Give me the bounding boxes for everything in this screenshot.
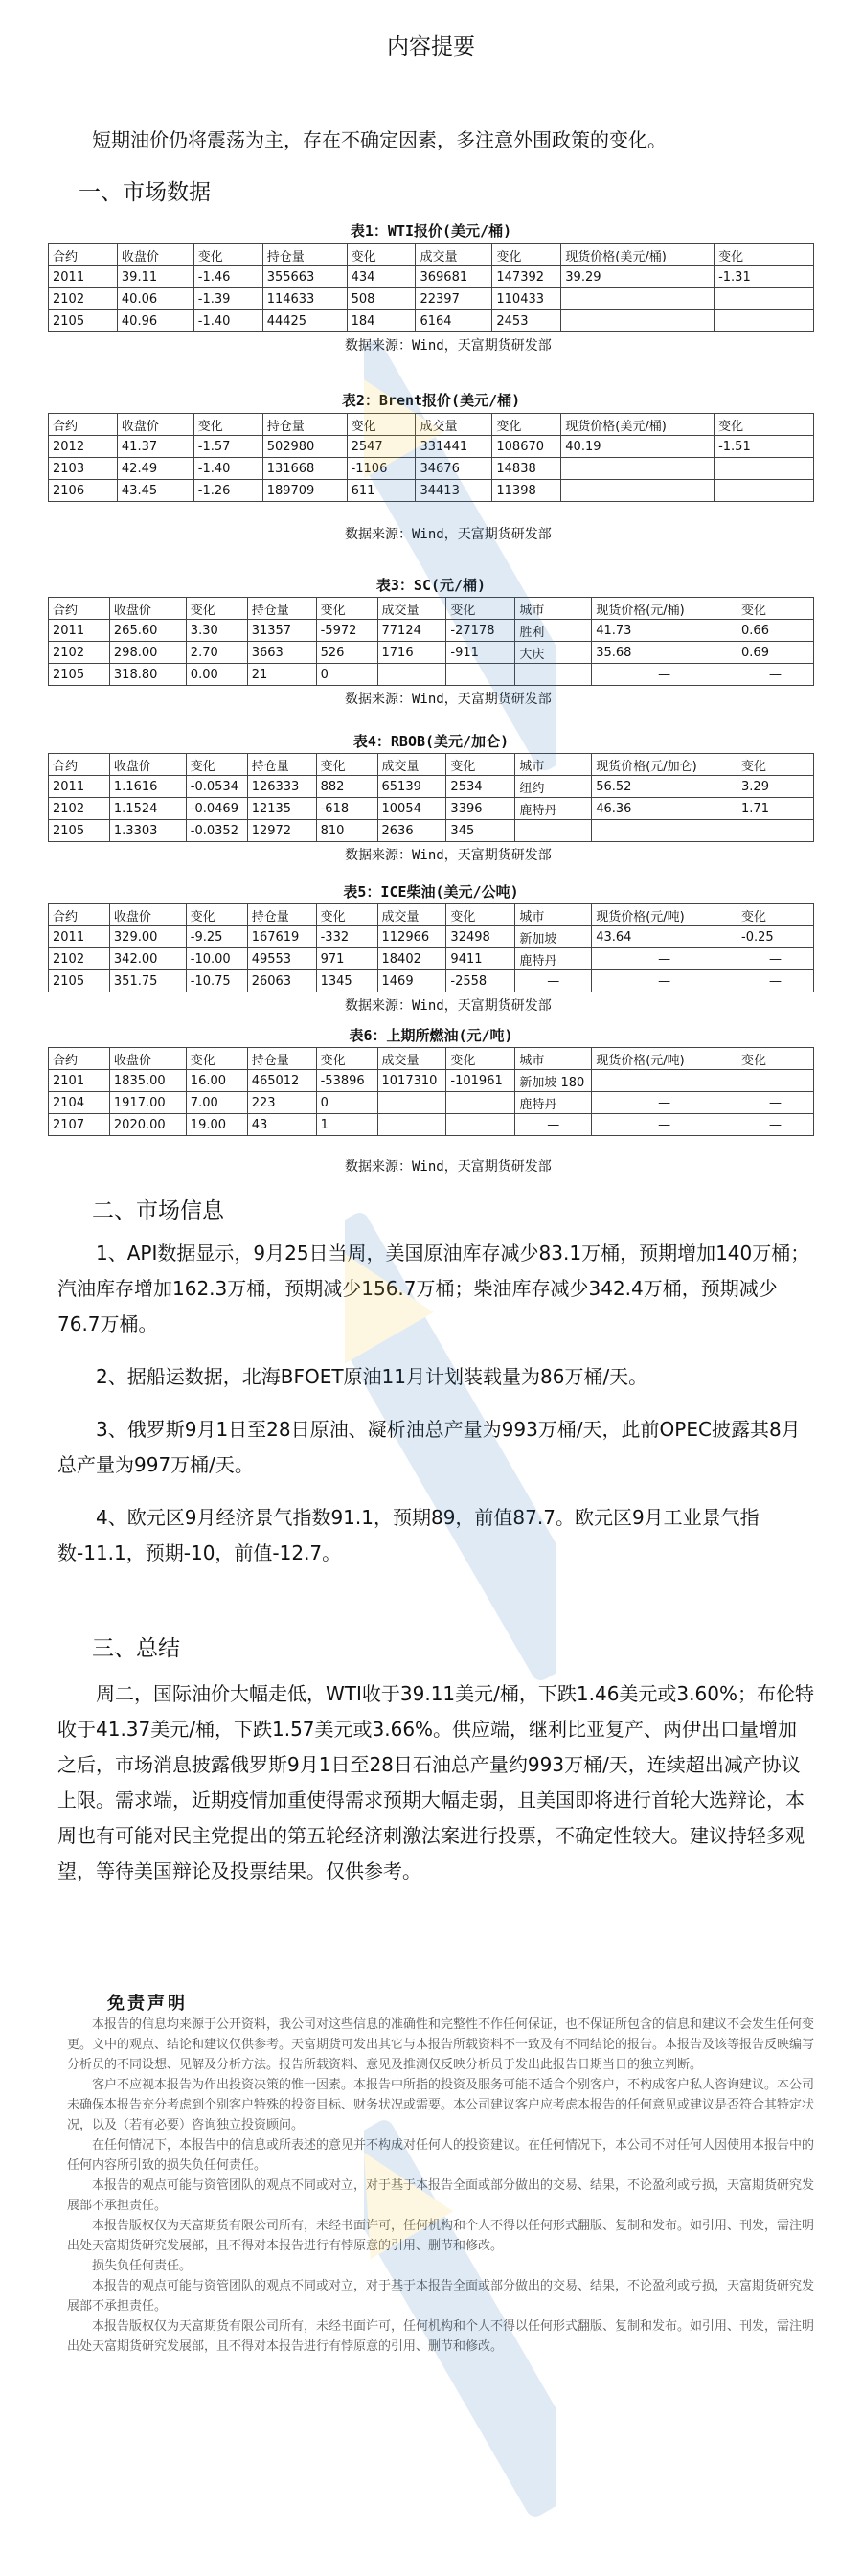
table-header-cell: 合约 — [49, 1048, 110, 1070]
table-cell: 465012 — [247, 1070, 316, 1092]
table-cell: 2104 — [49, 1092, 110, 1114]
table-cell: -5972 — [316, 620, 377, 642]
table-header-cell: 变化 — [737, 754, 814, 776]
table-header-cell: 城市 — [515, 1048, 592, 1070]
table-cell: 11398 — [492, 480, 561, 502]
table-caption: 表6：上期所燃油(元/吨) — [349, 1027, 513, 1044]
table-header-cell: 城市 — [515, 904, 592, 926]
table-cell: 329.00 — [109, 926, 186, 948]
data-table — [48, 903, 814, 992]
table-cell: 114633 — [262, 288, 347, 310]
table-cell: 2011 — [49, 620, 110, 642]
table-header-cell: 成交量 — [377, 904, 446, 926]
table-cell: 3.30 — [186, 620, 247, 642]
table-cell: 46.36 — [592, 798, 737, 820]
disclaimer-paragraph: 损失负任何责任。 — [92, 2259, 193, 2273]
table-cell: 184 — [347, 310, 416, 332]
table-header-cell: 变化 — [715, 414, 814, 436]
table-cell: 342.00 — [109, 948, 186, 970]
table-header-cell: 成交量 — [377, 1048, 446, 1070]
table-cell: 0.69 — [737, 642, 814, 664]
table-cell: -2558 — [446, 970, 515, 992]
table-cell — [715, 288, 814, 310]
disclaimer-paragraph: 本报告版权仅为天富期货有限公司所有，未经书面许可，任何机构和个人不得以任何形式翻版、复制和发布。如引用、刊发，需注明出处天富期货研究发展部，且不得对本报告进行有悖原意的引用、删节和修改。 — [67, 2319, 815, 2354]
table-cell: 1469 — [377, 970, 446, 992]
table-header-cell: 收盘价 — [117, 414, 193, 436]
table-cell: 110433 — [492, 288, 561, 310]
table-cell: 526 — [316, 642, 377, 664]
table-cell: — — [737, 1092, 814, 1114]
table-cell: -53896 — [316, 1070, 377, 1092]
disclaimer-paragraph: 本报告的信息均来源于公开资料，我公司对这些信息的准确性和完整性不作任何保证，也不保证所包含的信息和建议不会发生任何变更。文中的观点、结论和建议仅供参考。天富期货可发出其它与本报告所载资料不一致及有不同结论的报告。本报告及该等报告反映编写分析员的不同设想、见解及分析方法。报告所载资料、意见及推测仅反映分析员于发出此报告日期当日的独立判断。 — [67, 2017, 815, 2072]
table-header-cell: 持仓量 — [247, 754, 316, 776]
table-cell: 鹿特丹 — [515, 948, 592, 970]
table-cell: 44425 — [262, 310, 347, 332]
table-cell: 40.96 — [117, 310, 193, 332]
table-header-cell: 合约 — [49, 414, 118, 436]
table-cell: 126333 — [247, 776, 316, 798]
table-cell — [377, 1114, 446, 1136]
table-header-row — [49, 1048, 814, 1070]
market-info-item: 4、欧元区9月经济景气指数91.1，预期89，前值87.7。欧元区9月工业景气指数-11.1，预期-10，前值-12.7。 — [57, 1506, 760, 1564]
table-header-cell: 变化 — [193, 414, 262, 436]
table-cell: 0.00 — [186, 664, 247, 686]
table-cell — [715, 480, 814, 502]
table-cell: 19.00 — [186, 1114, 247, 1136]
table-cell: 108670 — [492, 436, 561, 458]
table-cell: -1.26 — [193, 480, 262, 502]
table-cell: 3.29 — [737, 776, 814, 798]
table-header-cell: 变化 — [316, 754, 377, 776]
table-header-cell: 变化 — [316, 1048, 377, 1070]
disclaimer-title: 免责声明 — [107, 1994, 188, 2014]
table-cell — [715, 310, 814, 332]
table-cell: 14838 — [492, 458, 561, 480]
data-table — [48, 1047, 814, 1136]
table-header-cell: 持仓量 — [247, 598, 316, 620]
table-row — [49, 480, 814, 502]
table-header-cell: 变化 — [347, 414, 416, 436]
table-cell: 189709 — [262, 480, 347, 502]
table-cell: -0.0534 — [186, 776, 247, 798]
table-cell: 508 — [347, 288, 416, 310]
data-source: 数据来源：Wind，天富期货研发部 — [345, 338, 552, 353]
table-header-cell: 变化 — [446, 904, 515, 926]
disclaimer-paragraph: 本报告版权仅为天富期货有限公司所有，未经书面许可，任何机构和个人不得以任何形式翻版、复制和发布。如引用、刊发，需注明出处天富期货研究发展部，且不得对本报告进行有悖原意的引用、删节和修改。 — [67, 2219, 815, 2253]
table-cell: 34676 — [416, 458, 492, 480]
table-cell: 2105 — [49, 970, 110, 992]
table-header-cell: 现货价格(元/桶) — [592, 598, 737, 620]
table-caption: 表2：Brent报价(美元/桶) — [341, 392, 521, 409]
table-caption: 表5：ICE柴油(美元/公吨) — [343, 883, 519, 900]
table-header-cell: 合约 — [49, 598, 110, 620]
table-cell: 41.37 — [117, 436, 193, 458]
table-cell: 971 — [316, 948, 377, 970]
table-cell: 2101 — [49, 1070, 110, 1092]
table-header-row — [49, 904, 814, 926]
table-cell: 18402 — [377, 948, 446, 970]
table-row — [49, 288, 814, 310]
table-cell — [515, 820, 592, 842]
table-cell: 2534 — [446, 776, 515, 798]
table-header-cell: 持仓量 — [247, 1048, 316, 1070]
table-cell — [446, 1114, 515, 1136]
table-cell: 2102 — [49, 642, 110, 664]
table-cell: 2636 — [377, 820, 446, 842]
table-cell — [515, 664, 592, 686]
table-cell: -0.25 — [737, 926, 814, 948]
table-cell: 32498 — [446, 926, 515, 948]
table-cell: 2011 — [49, 266, 118, 288]
table-cell: 112966 — [377, 926, 446, 948]
table-header-cell: 变化 — [492, 244, 561, 266]
market-info-item: 2、据船运数据，北海BFOET原油11月计划装载量为86万桶/天。 — [96, 1365, 648, 1388]
table-cell — [446, 1092, 515, 1114]
table-cell: 9411 — [446, 948, 515, 970]
table-cell: 22397 — [416, 288, 492, 310]
table-row — [49, 1114, 814, 1136]
table-row — [49, 798, 814, 820]
table-header-cell: 城市 — [515, 754, 592, 776]
table-cell: 502980 — [262, 436, 347, 458]
data-table — [48, 243, 814, 332]
table-cell: -1.40 — [193, 458, 262, 480]
table-header-cell: 现货价格(美元/桶) — [561, 414, 715, 436]
table-cell: 1017310 — [377, 1070, 446, 1092]
table-header-cell: 持仓量 — [262, 244, 347, 266]
table-cell: 26063 — [247, 970, 316, 992]
table-cell: 1835.00 — [109, 1070, 186, 1092]
table-cell: 351.75 — [109, 970, 186, 992]
table-cell: 1.3303 — [109, 820, 186, 842]
table-header-cell: 合约 — [49, 904, 110, 926]
disclaimer-body — [67, 2015, 814, 2357]
table-header-cell: 变化 — [186, 904, 247, 926]
table-cell: 147392 — [492, 266, 561, 288]
table-cell: 434 — [347, 266, 416, 288]
data-table — [48, 753, 814, 842]
table-cell: 大庆 — [515, 642, 592, 664]
table-cell: 1345 — [316, 970, 377, 992]
table-cell: 40.06 — [117, 288, 193, 310]
table-cell: 2012 — [49, 436, 118, 458]
table-row — [49, 620, 814, 642]
table-cell: 31357 — [247, 620, 316, 642]
table-header-cell: 变化 — [737, 598, 814, 620]
section-heading-market-data: 一、市场数据 — [79, 180, 211, 205]
table-cell: 1.1524 — [109, 798, 186, 820]
table-cell: 2.70 — [186, 642, 247, 664]
table-cell: 355663 — [262, 266, 347, 288]
table-header-cell: 变化 — [446, 1048, 515, 1070]
table-cell — [737, 820, 814, 842]
table-cell: 0 — [316, 1092, 377, 1114]
table-cell: — — [737, 948, 814, 970]
table-cell: 42.49 — [117, 458, 193, 480]
table-cell: -10.00 — [186, 948, 247, 970]
table-row — [49, 458, 814, 480]
table-cell: 3396 — [446, 798, 515, 820]
table-cell: -1106 — [347, 458, 416, 480]
disclaimer-paragraph: 本报告的观点可能与资管团队的观点不同或对立，对于基于本报告全面或部分做出的交易、结果，不论盈利或亏损，天富期货研究发展部不承担责任。 — [67, 2279, 815, 2314]
table-cell — [715, 458, 814, 480]
table-cell — [561, 458, 715, 480]
table-cell: 331441 — [416, 436, 492, 458]
data-source: 数据来源：Wind，天富期货研发部 — [345, 527, 552, 542]
table-cell: 2103 — [49, 458, 118, 480]
table-cell: 2105 — [49, 664, 110, 686]
table-cell: 369681 — [416, 266, 492, 288]
table-cell: 16.00 — [186, 1070, 247, 1092]
table-row — [49, 310, 814, 332]
table-cell: 12135 — [247, 798, 316, 820]
table-cell: -101961 — [446, 1070, 515, 1092]
table-cell: 1 — [316, 1114, 377, 1136]
table-cell: 2102 — [49, 948, 110, 970]
table-cell — [592, 1070, 737, 1092]
table-header-cell: 变化 — [446, 754, 515, 776]
table-header-row — [49, 598, 814, 620]
table-cell: 43 — [247, 1114, 316, 1136]
table-cell: 1716 — [377, 642, 446, 664]
table-cell: 2011 — [49, 926, 110, 948]
table-cell: -9.25 — [186, 926, 247, 948]
table-row — [49, 776, 814, 798]
table-cell: 65139 — [377, 776, 446, 798]
table-cell: 611 — [347, 480, 416, 502]
table-cell: 鹿特丹 — [515, 1092, 592, 1114]
table-cell: 2011 — [49, 776, 110, 798]
table-header-cell: 收盘价 — [109, 754, 186, 776]
table-cell: 胜利 — [515, 620, 592, 642]
table-cell: 1917.00 — [109, 1092, 186, 1114]
section-heading-summary: 三、总结 — [92, 1636, 180, 1661]
table-cell: -1.51 — [715, 436, 814, 458]
table-cell: -332 — [316, 926, 377, 948]
table-cell: 新加坡 — [515, 926, 592, 948]
table-header-cell: 变化 — [737, 904, 814, 926]
table-cell: 2106 — [49, 480, 118, 502]
table-header-cell: 变化 — [186, 598, 247, 620]
table-header-cell: 持仓量 — [247, 904, 316, 926]
table-row — [49, 948, 814, 970]
data-source: 数据来源：Wind，天富期货研发部 — [345, 1159, 552, 1174]
table-header-cell: 变化 — [446, 598, 515, 620]
table-cell: 1.71 — [737, 798, 814, 820]
table-row — [49, 820, 814, 842]
market-info-item: 3、俄罗斯9月1日至28日原油、凝析油总产量为993万桶/天，此前OPEC披露其8月总产量为997万桶/天。 — [57, 1418, 801, 1476]
table-header-cell: 现货价格(元/吨) — [592, 904, 737, 926]
table-cell: 43.45 — [117, 480, 193, 502]
table-cell: 3663 — [247, 642, 316, 664]
table-cell: 810 — [316, 820, 377, 842]
table-header-cell: 成交量 — [377, 598, 446, 620]
table-cell: 882 — [316, 776, 377, 798]
table-cell: -10.75 — [186, 970, 247, 992]
table-caption: 表4：RBOB(美元/加仑) — [352, 733, 510, 750]
table-cell: 12972 — [247, 820, 316, 842]
table-header-cell: 收盘价 — [117, 244, 193, 266]
table-cell: 鹿特丹 — [515, 798, 592, 820]
table-header-cell: 成交量 — [416, 244, 492, 266]
table-cell: 39.29 — [561, 266, 715, 288]
market-info-item: 1、API数据显示，9月25日当周，美国原油库存减少83.1万桶，预期增加140万桶；汽油库存增加162.3万桶，预期减少156.7万桶；柴油库存减少342.4万桶，预期减少76.7万桶。 — [57, 1242, 810, 1335]
table-header-cell: 合约 — [49, 754, 110, 776]
table-cell: — — [515, 1114, 592, 1136]
table-row — [49, 970, 814, 992]
table-header-cell: 收盘价 — [109, 598, 186, 620]
table-cell: 7.00 — [186, 1092, 247, 1114]
table-cell: 2102 — [49, 798, 110, 820]
table-row — [49, 436, 814, 458]
table-cell: -27178 — [446, 620, 515, 642]
table-cell: — — [737, 664, 814, 686]
table-cell: — — [737, 1114, 814, 1136]
table-cell: 新加坡 180 — [515, 1070, 592, 1092]
table-cell: 131668 — [262, 458, 347, 480]
table-cell — [377, 664, 446, 686]
summary-block — [57, 1676, 814, 1889]
table-caption: 表3：SC(元/桶) — [375, 577, 487, 594]
table-row — [49, 1092, 814, 1114]
table-cell: 0.66 — [737, 620, 814, 642]
table-header-cell: 成交量 — [377, 754, 446, 776]
table-cell — [737, 1070, 814, 1092]
table-cell: 35.68 — [592, 642, 737, 664]
table-row — [49, 926, 814, 948]
table-header-cell: 现货价格(元/加仑) — [592, 754, 737, 776]
table-cell: 10054 — [377, 798, 446, 820]
table-cell: — — [592, 1114, 737, 1136]
table-cell: 41.73 — [592, 620, 737, 642]
table-cell: — — [592, 664, 737, 686]
data-source: 数据来源：Wind，天富期货研发部 — [345, 998, 552, 1014]
watermark-logo — [364, 307, 556, 805]
table-cell: — — [737, 970, 814, 992]
data-source: 数据来源：Wind，天富期货研发部 — [345, 848, 552, 863]
disclaimer-paragraph: 本报告的观点可能与资管团队的观点不同或对立，对于基于本报告全面或部分做出的交易、结果，不论盈利或亏损，天富期货研究发展部不承担责任。 — [67, 2178, 815, 2213]
table-cell: 77124 — [377, 620, 446, 642]
data-source: 数据来源：Wind，天富期货研发部 — [345, 692, 552, 707]
table-cell: 2020.00 — [109, 1114, 186, 1136]
intro-summary: 短期油价仍将震荡为主，存在不确定因素，多注意外围政策的变化。 — [92, 128, 667, 151]
table-cell — [561, 310, 715, 332]
section-heading-market-info: 二、市场信息 — [92, 1198, 224, 1223]
table-header-row — [49, 414, 814, 436]
table-cell: -0.0469 — [186, 798, 247, 820]
table-cell: 2107 — [49, 1114, 110, 1136]
table-cell — [592, 820, 737, 842]
table-header-cell: 合约 — [49, 244, 118, 266]
table-cell: 2102 — [49, 288, 118, 310]
table-cell: 318.80 — [109, 664, 186, 686]
table-header-row — [49, 754, 814, 776]
table-cell: 39.11 — [117, 266, 193, 288]
data-table — [48, 413, 814, 502]
table-cell: -911 — [446, 642, 515, 664]
table-cell: 2453 — [492, 310, 561, 332]
table-cell — [561, 288, 715, 310]
table-cell: — — [592, 948, 737, 970]
table-cell: 56.52 — [592, 776, 737, 798]
table-cell: 0 — [316, 664, 377, 686]
table-cell: -1.40 — [193, 310, 262, 332]
table-cell: — — [515, 970, 592, 992]
page-title: 内容提要 — [387, 34, 475, 59]
table-cell: 167619 — [247, 926, 316, 948]
table-caption: 表1：WTI报价(美元/桶) — [350, 222, 512, 239]
table-cell: — — [592, 1092, 737, 1114]
table-row — [49, 642, 814, 664]
table-row — [49, 1070, 814, 1092]
table-cell: -1.57 — [193, 436, 262, 458]
table-cell: 1.1616 — [109, 776, 186, 798]
table-cell: 纽约 — [515, 776, 592, 798]
table-row — [49, 266, 814, 288]
table-cell: 2105 — [49, 820, 110, 842]
table-cell: 2547 — [347, 436, 416, 458]
table-header-cell: 变化 — [492, 414, 561, 436]
table-cell: -1.39 — [193, 288, 262, 310]
table-header-cell: 现货价格(元/吨) — [592, 1048, 737, 1070]
table-header-cell: 变化 — [316, 904, 377, 926]
table-cell: -618 — [316, 798, 377, 820]
table-cell — [377, 1092, 446, 1114]
table-cell: 223 — [247, 1092, 316, 1114]
table-header-cell: 变化 — [316, 598, 377, 620]
table-cell: 345 — [446, 820, 515, 842]
data-table — [48, 597, 814, 686]
table-cell: 2105 — [49, 310, 118, 332]
table-cell: -0.0352 — [186, 820, 247, 842]
table-cell — [446, 664, 515, 686]
table-header-cell: 收盘价 — [109, 904, 186, 926]
table-cell: 21 — [247, 664, 316, 686]
table-header-cell: 变化 — [193, 244, 262, 266]
table-cell: 49553 — [247, 948, 316, 970]
table-header-cell: 变化 — [186, 1048, 247, 1070]
table-header-cell: 收盘价 — [109, 1048, 186, 1070]
summary-paragraph: 周二，国际油价大幅走低，WTI收于39.11美元/桶，下跌1.46美元或3.60%；布伦特收于41.37美元/桶，下跌1.57美元或3.66%。供应端，继利比亚复产、两伊出口量增加之后，市场消息披露俄罗斯9月1日至28日石油总产量约993万桶/天，连续超出减产协议上限。需求端，近期疫情加重使得需求预期大幅走弱，且美国即将进行首轮大选辩论，本周也有可能对民主党提出的第五轮经济刺激法案进行投票，不确定性较大。建议持轻多观望，等待美国辩论及投票结果。仅供参考。 — [57, 1682, 814, 1882]
table-header-cell: 成交量 — [416, 414, 492, 436]
table-cell — [561, 480, 715, 502]
table-row — [49, 664, 814, 686]
table-cell: — — [592, 970, 737, 992]
table-header-cell: 变化 — [715, 244, 814, 266]
table-cell: -1.46 — [193, 266, 262, 288]
table-header-row — [49, 244, 814, 266]
table-cell: 265.60 — [109, 620, 186, 642]
table-cell: -1.31 — [715, 266, 814, 288]
table-header-cell: 变化 — [347, 244, 416, 266]
table-header-cell: 持仓量 — [262, 414, 347, 436]
table-cell: 40.19 — [561, 436, 715, 458]
market-info-list — [57, 1236, 814, 1571]
table-header-cell: 变化 — [186, 754, 247, 776]
disclaimer-paragraph: 客户不应视本报告为作出投资决策的惟一因素。本报告中所指的投资及服务可能不适合个别客户，不构成客户私人咨询建议。本公司未确保本报告充分考虑到个别客户特殊的投资目标、财务状况或需要。本公司建议客户应考虑本报告的任何意见或建议是否符合其特定状况，以及（若有必要）咨询独立投资顾问。 — [67, 2078, 815, 2132]
table-cell: 298.00 — [109, 642, 186, 664]
table-cell: 43.64 — [592, 926, 737, 948]
table-cell: 6164 — [416, 310, 492, 332]
table-cell: 34413 — [416, 480, 492, 502]
table-header-cell: 变化 — [737, 1048, 814, 1070]
table-header-cell: 城市 — [515, 598, 592, 620]
table-header-cell: 现货价格(美元/桶) — [561, 244, 715, 266]
disclaimer-paragraph: 在任何情况下，本报告中的信息或所表述的意见并不构成对任何人的投资建议。在任何情况下，本公司不对任何人因使用本报告中的任何内容所引致的损失负任何责任。 — [67, 2138, 815, 2173]
